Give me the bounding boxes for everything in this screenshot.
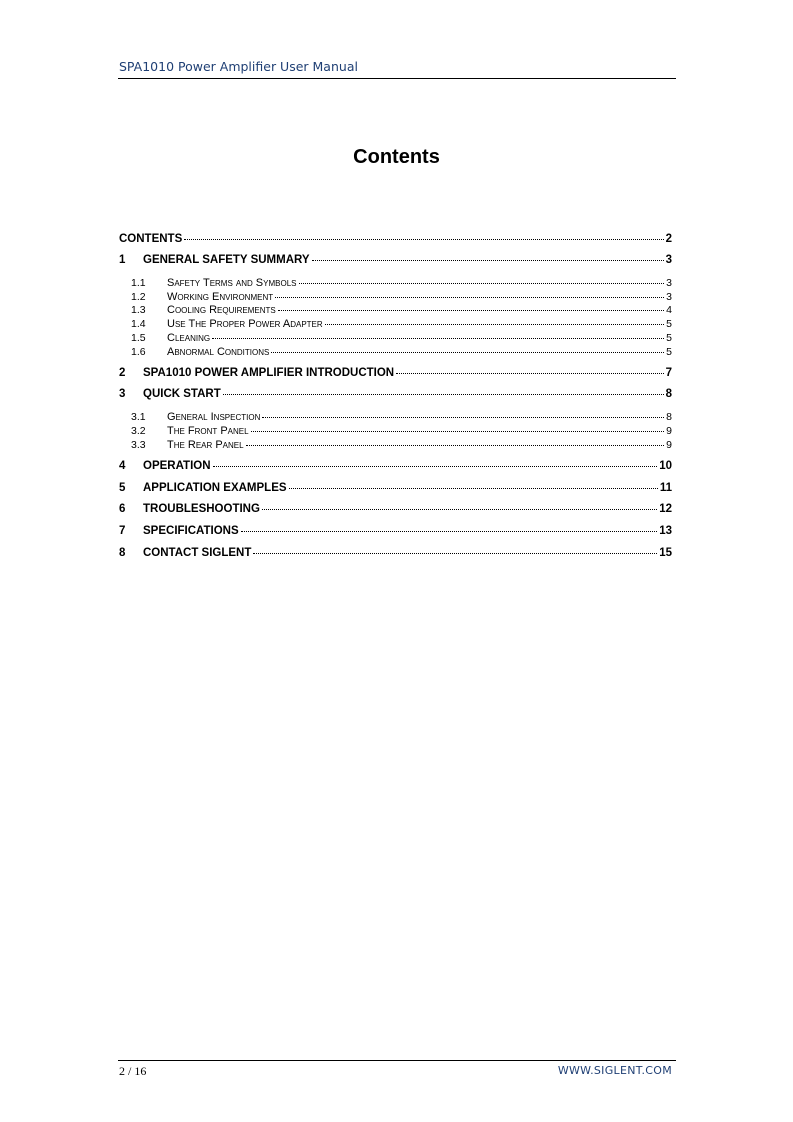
toc-entry-page: 8 <box>666 411 672 423</box>
toc-entry-number: 7 <box>119 525 126 537</box>
toc-entry-label: APPLICATION EXAMPLES <box>143 482 287 494</box>
toc-entry-label: QUICK START <box>143 388 221 400</box>
toc-entry-number: 1.2 <box>131 291 146 303</box>
toc-entry-number: 3.1 <box>131 411 146 423</box>
dot-leader <box>251 430 665 432</box>
toc-entry-1-6[interactable] <box>131 345 672 359</box>
toc-entry-1-1[interactable] <box>131 276 672 290</box>
toc-entry-3-2[interactable] <box>131 424 672 438</box>
toc-entry-page: 11 <box>659 482 672 494</box>
website-link[interactable]: WWW.SIGLENT.COM <box>557 1064 672 1077</box>
toc-entry-4[interactable] <box>119 459 672 473</box>
dot-leader <box>289 487 658 489</box>
dot-leader <box>246 444 665 446</box>
toc-entry-1[interactable] <box>119 253 672 267</box>
toc-entry-3-1[interactable] <box>131 410 672 424</box>
toc-entry-page: 4 <box>666 304 672 316</box>
toc-entry-number: 8 <box>119 547 126 559</box>
toc-entry-label: Cooling Requirements <box>167 304 276 316</box>
dot-leader <box>325 323 664 325</box>
dot-leader <box>262 416 664 418</box>
toc-entry-label: CONTENTS <box>119 233 183 245</box>
toc-entry-label: CONTACT SIGLENT <box>143 547 252 559</box>
page-title: Contents <box>353 146 440 168</box>
toc-entry-number: 3 <box>119 388 126 400</box>
footer-divider <box>118 1060 676 1061</box>
toc-entry-1-3[interactable] <box>131 303 672 317</box>
toc-entry-number: 1.5 <box>131 332 146 344</box>
toc-entry-number: 4 <box>119 460 126 472</box>
dot-leader <box>271 351 664 353</box>
toc-entry-label: TROUBLESHOOTING <box>143 503 260 515</box>
dot-leader <box>212 337 664 339</box>
toc-entry-number: 1.3 <box>131 304 146 316</box>
toc-entry-7[interactable] <box>119 524 672 538</box>
toc-entry-label: Safety Terms and Symbols <box>167 277 297 289</box>
toc-entry-page: 5 <box>666 318 672 330</box>
toc-entry-page: 8 <box>665 388 672 400</box>
toc-entry-page: 13 <box>659 525 672 537</box>
toc-entry-1-4[interactable] <box>131 317 672 331</box>
toc-entry-3[interactable] <box>119 387 672 401</box>
toc-entry-page: 9 <box>666 439 672 451</box>
dot-leader <box>213 465 658 467</box>
toc-entry-1-5[interactable] <box>131 331 672 345</box>
toc-entry-number: 2 <box>119 367 126 379</box>
toc-entry-page: 10 <box>659 460 672 472</box>
toc-entry-number: 3.2 <box>131 425 146 437</box>
toc-entry-label: The Front Panel <box>167 425 249 437</box>
toc-entry-label: General Inspection <box>167 411 261 423</box>
toc-entry-page: 3 <box>666 277 672 289</box>
toc-entry-number: 5 <box>119 482 126 494</box>
toc-entry-number: 1.1 <box>131 277 146 289</box>
dot-leader <box>312 259 664 261</box>
toc-entry-8[interactable] <box>119 546 672 560</box>
toc-entry-number: 1 <box>119 254 126 266</box>
toc-entry-6[interactable] <box>119 502 672 516</box>
toc-entry-number: 6 <box>119 503 126 515</box>
toc-entry-5[interactable] <box>119 481 672 495</box>
dot-leader <box>275 296 664 298</box>
toc-entry-page: 5 <box>666 346 672 358</box>
toc-entry-3-3[interactable] <box>131 438 672 452</box>
toc-entry-label: SPECIFICATIONS <box>143 525 239 537</box>
dot-leader <box>299 282 665 284</box>
toc-entry-2[interactable] <box>119 366 672 380</box>
dot-leader <box>278 309 664 311</box>
dot-leader <box>223 393 664 395</box>
toc-entry-contents[interactable] <box>119 232 672 246</box>
toc-entry-page: 5 <box>666 332 672 344</box>
toc-entry-label: GENERAL SAFETY SUMMARY <box>143 254 310 266</box>
header-divider <box>118 78 676 79</box>
dot-leader <box>253 552 657 554</box>
toc-entry-page: 12 <box>659 503 672 515</box>
toc-entry-label: SPA1010 POWER AMPLIFIER INTRODUCTION <box>143 367 395 379</box>
toc-entry-1-2[interactable] <box>131 290 672 304</box>
toc-entry-page: 7 <box>665 367 672 379</box>
toc-entry-label: Working Environment <box>167 291 274 303</box>
dot-leader <box>184 238 663 240</box>
page-number: 2 / 16 <box>119 1064 147 1078</box>
toc-entry-label: Abnormal Conditions <box>167 346 270 358</box>
toc-entry-label: OPERATION <box>143 460 211 472</box>
dot-leader <box>262 508 657 510</box>
toc-entry-number: 3.3 <box>131 439 146 451</box>
toc-entry-page: 3 <box>666 291 672 303</box>
toc-entry-page: 9 <box>666 425 672 437</box>
toc-entry-label: Cleaning <box>167 332 211 344</box>
dot-leader <box>396 372 663 374</box>
dot-leader <box>241 530 658 532</box>
toc-entry-number: 1.4 <box>131 318 146 330</box>
header-title: SPA1010 Power Amplifier User Manual <box>119 59 358 74</box>
toc-entry-page: 3 <box>665 254 672 266</box>
toc-entry-number: 1.6 <box>131 346 146 358</box>
toc-entry-label: The Rear Panel <box>167 439 244 451</box>
toc-entry-page: 15 <box>659 547 672 559</box>
toc-entry-label: Use The Proper Power Adapter <box>167 318 323 330</box>
toc-entry-page: 2 <box>665 233 672 245</box>
